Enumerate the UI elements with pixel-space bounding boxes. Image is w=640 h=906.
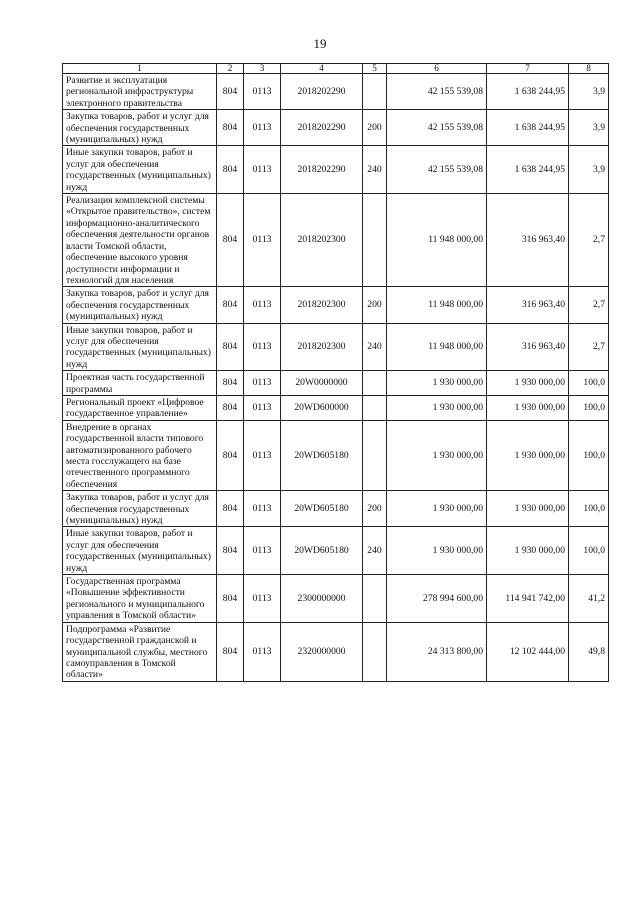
target-code-cell: 2018202300 [281,194,363,287]
expense-type-cell: 240 [363,527,387,575]
table-row [63,74,609,110]
plan-amount-cell: 1 930 000,00 [387,395,487,420]
expense-type-cell: 240 [363,146,387,194]
section-code-cell: 0113 [244,420,281,490]
plan-amount-cell: 11 948 000,00 [387,194,487,287]
header-cell: 6 [387,64,487,74]
row-name-cell: Закупка товаров, работ и услуг для обеспечения государственных (муниципальных) нужд [63,287,217,323]
percent-cell: 100,0 [569,371,609,396]
target-code-cell: 2018202290 [281,74,363,110]
header-cell: 7 [487,64,569,74]
plan-amount-cell: 24 313 800,00 [387,622,487,681]
admin-code-cell: 804 [217,420,244,490]
expense-type-cell: 200 [363,491,387,527]
row-name-cell: Внедрение в органах государственной власти типового автоматизированного рабочего места госслужащего на базе отечественного программного обеспечения [63,420,217,490]
target-code-cell: 2018202290 [281,146,363,194]
expense-type-cell [363,575,387,623]
target-code-cell: 20WD605180 [281,420,363,490]
table-row [63,527,609,575]
page-number: 19 [313,36,327,51]
header-cell: 1 [63,64,217,74]
row-name-cell: Иные закупки товаров, работ и услуг для обеспечения государственных (муниципальных) нужд [63,146,217,194]
section-code-cell: 0113 [244,287,281,323]
row-name-cell: Иные закупки товаров, работ и услуг для обеспечения государственных (муниципальных) нужд [63,527,217,575]
plan-amount-cell: 1 930 000,00 [387,527,487,575]
actual-amount-cell: 1 930 000,00 [487,527,569,575]
section-code-cell: 0113 [244,622,281,681]
actual-amount-cell: 316 963,40 [487,323,569,371]
table-row [63,622,609,681]
header-cell: 3 [244,64,281,74]
expense-type-cell [363,371,387,396]
expense-type-cell: 200 [363,110,387,146]
admin-code-cell: 804 [217,527,244,575]
target-code-cell: 2018202300 [281,323,363,371]
row-name-cell: Иные закупки товаров, работ и услуг для обеспечения государственных (муниципальных) нужд [63,323,217,371]
row-name-cell: Проектная часть государственной программы [63,371,217,396]
section-code-cell: 0113 [244,146,281,194]
table-row [63,194,609,287]
plan-amount-cell: 42 155 539,08 [387,74,487,110]
admin-code-cell: 804 [217,575,244,623]
actual-amount-cell: 114 941 742,00 [487,575,569,623]
expense-type-cell [363,395,387,420]
header-row [63,64,609,74]
actual-amount-cell: 1 930 000,00 [487,420,569,490]
target-code-cell: 2018202300 [281,287,363,323]
admin-code-cell: 804 [217,74,244,110]
table-row [63,575,609,623]
plan-amount-cell: 11 948 000,00 [387,323,487,371]
actual-amount-cell: 12 102 444,00 [487,622,569,681]
table-row [63,491,609,527]
table-row [63,323,609,371]
admin-code-cell: 804 [217,110,244,146]
row-name-cell: Развитие и эксплуатация региональной инфраструктуры электронного правительства [63,74,217,110]
target-code-cell: 2300000000 [281,575,363,623]
row-name-cell: Реализация комплексной системы «Открытое правительство», систем информационно-аналитического обеспечения деятельности органов власти Томской области, обеспечение высокого уровня доступности информации и технологий для населения [63,194,217,287]
percent-cell: 100,0 [569,395,609,420]
percent-cell: 41,2 [569,575,609,623]
actual-amount-cell: 1 638 244,95 [487,110,569,146]
plan-amount-cell: 278 994 600,00 [387,575,487,623]
admin-code-cell: 804 [217,491,244,527]
admin-code-cell: 804 [217,287,244,323]
percent-cell: 100,0 [569,527,609,575]
section-code-cell: 0113 [244,575,281,623]
row-name-cell: Государственная программа «Повышение эффективности регионального и муниципального управления в Томской области» [63,575,217,623]
table-row [63,420,609,490]
target-code-cell: 20WD605180 [281,491,363,527]
row-name-cell: Подпрограмма «Развитие государственной гражданской и муниципальной службы, местного самоуправления в Томской области» [63,622,217,681]
row-name-cell: Региональный проект «Цифровое государственное управление» [63,395,217,420]
header-cell: 8 [569,64,609,74]
plan-amount-cell: 1 930 000,00 [387,491,487,527]
percent-cell: 3,9 [569,110,609,146]
table-row [63,110,609,146]
target-code-cell: 2320000000 [281,622,363,681]
actual-amount-cell: 316 963,40 [487,287,569,323]
section-code-cell: 0113 [244,110,281,146]
percent-cell: 3,9 [569,146,609,194]
plan-amount-cell: 1 930 000,00 [387,420,487,490]
target-code-cell: 20WD605180 [281,527,363,575]
table-row [63,287,609,323]
table-row [63,371,609,396]
percent-cell: 49,8 [569,622,609,681]
section-code-cell: 0113 [244,371,281,396]
admin-code-cell: 804 [217,194,244,287]
percent-cell: 100,0 [569,491,609,527]
expense-type-cell: 240 [363,323,387,371]
section-code-cell: 0113 [244,74,281,110]
section-code-cell: 0113 [244,194,281,287]
section-code-cell: 0113 [244,491,281,527]
expense-type-cell [363,74,387,110]
actual-amount-cell: 1 930 000,00 [487,395,569,420]
row-name-cell: Закупка товаров, работ и услуг для обеспечения государственных (муниципальных) нужд [63,110,217,146]
table-row [63,395,609,420]
plan-amount-cell: 42 155 539,08 [387,110,487,146]
admin-code-cell: 804 [217,395,244,420]
expense-type-cell [363,622,387,681]
header-cell: 2 [217,64,244,74]
section-code-cell: 0113 [244,527,281,575]
actual-amount-cell: 1 930 000,00 [487,371,569,396]
actual-amount-cell: 1 930 000,00 [487,491,569,527]
admin-code-cell: 804 [217,622,244,681]
table-row [63,146,609,194]
plan-amount-cell: 42 155 539,08 [387,146,487,194]
percent-cell: 2,7 [569,194,609,287]
percent-cell: 100,0 [569,420,609,490]
actual-amount-cell: 316 963,40 [487,194,569,287]
admin-code-cell: 804 [217,146,244,194]
section-code-cell: 0113 [244,323,281,371]
percent-cell: 2,7 [569,287,609,323]
target-code-cell: 2018202290 [281,110,363,146]
plan-amount-cell: 1 930 000,00 [387,371,487,396]
admin-code-cell: 804 [217,323,244,371]
admin-code-cell: 804 [217,371,244,396]
percent-cell: 3,9 [569,74,609,110]
header-cell: 5 [363,64,387,74]
expense-type-cell: 200 [363,287,387,323]
target-code-cell: 20W0000000 [281,371,363,396]
plan-amount-cell: 11 948 000,00 [387,287,487,323]
header-cell: 4 [281,64,363,74]
budget-table [62,63,609,682]
section-code-cell: 0113 [244,395,281,420]
expense-type-cell [363,420,387,490]
actual-amount-cell: 1 638 244,95 [487,146,569,194]
expense-type-cell [363,194,387,287]
target-code-cell: 20WD600000 [281,395,363,420]
percent-cell: 2,7 [569,323,609,371]
actual-amount-cell: 1 638 244,95 [487,74,569,110]
row-name-cell: Закупка товаров, работ и услуг для обеспечения государственных (муниципальных) нужд [63,491,217,527]
